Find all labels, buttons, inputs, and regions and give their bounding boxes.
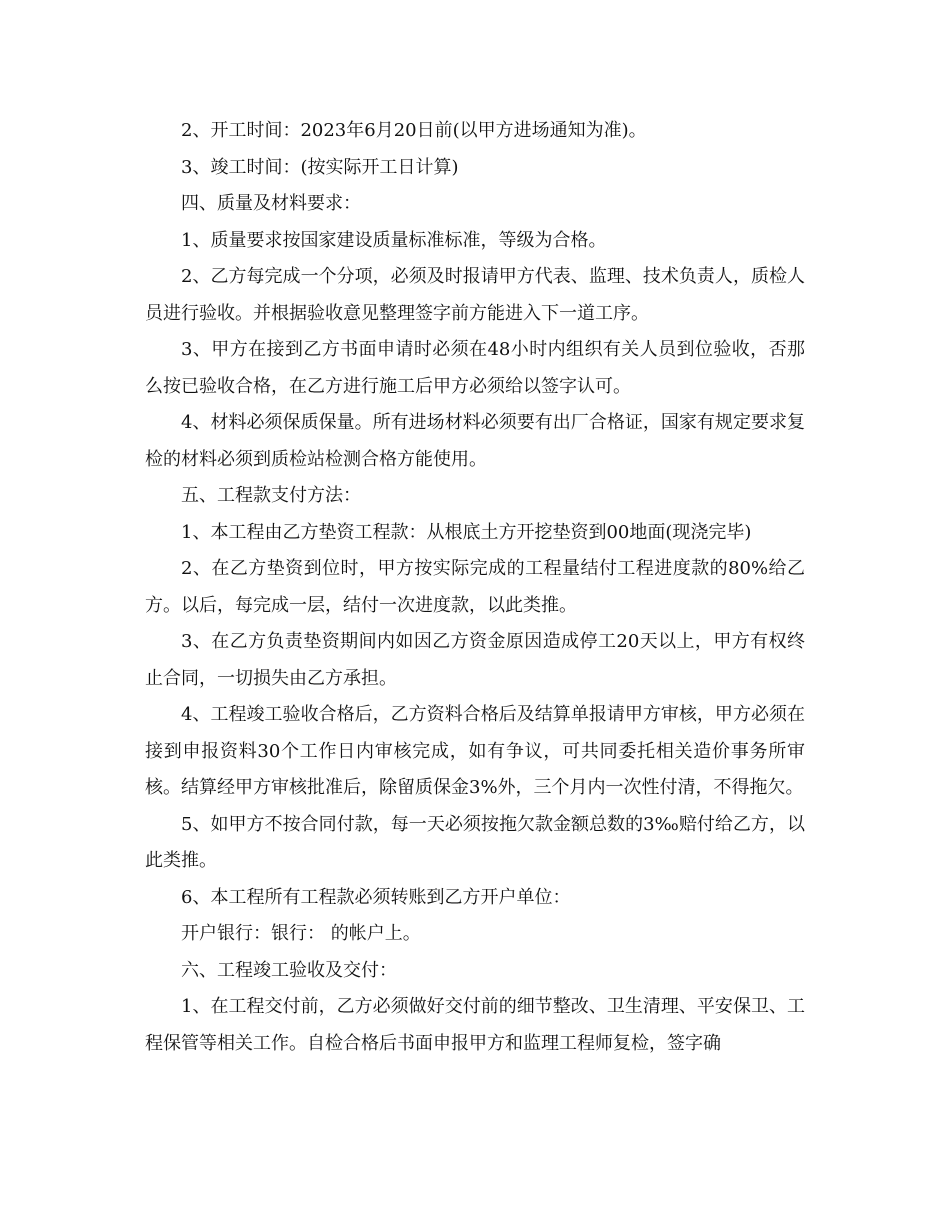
clause-pre-delivery-work: 1、在工程交付前，乙方必须做好交付前的细节整改、卫生清理、平安保卫、工程保管等相关工作。自检合格后书面申报甲方和监理工程师复检，签字确 <box>145 996 805 1054</box>
clause-transfer-account: 6、本工程所有工程款必须转账到乙方开户单位： <box>181 886 571 908</box>
document-body <box>145 113 805 1062</box>
clause-quality-standard: 1、质量要求按国家建设质量标准标准，等级为合格。 <box>181 229 607 251</box>
clause-late-payment-penalty: 5、如甲方不按合同付款，每一天必须按拖欠款金额总数的3‰赔付给乙方，以此类推。 <box>145 813 805 871</box>
clause-progress-payment: 2、在乙方垫资到位时，甲方按实际完成的工程量结付工程进度款的80%给乙方。以后，每完成一层，结付一次进度款，以此类推。 <box>145 558 805 616</box>
clause-final-settlement: 4、工程竣工验收合格后，乙方资料合格后及结算单报请甲方审核，甲方必须在接到申报资料30个工作日内审核完成，如有争议，可共同委托相关造价事务所审核。结算经甲方审核批准后，除留质保金3%外，三个月内一次性付清，不得拖欠。 <box>145 704 805 798</box>
section-heading-payment-method: 五、工程款支付方法： <box>181 485 361 506</box>
clause-completion-date: 3、竣工时间：(按实际开工日计算) <box>181 156 459 178</box>
clause-work-stoppage: 3、在乙方负责垫资期间内如因乙方资金原因造成停工20天以上，甲方有权终止合同，一切损失由乙方承担。 <box>145 631 805 689</box>
clause-start-date: 2、开工时间：2023年6月20日前(以甲方进场通知为准)。 <box>181 120 647 141</box>
clause-advance-funding: 1、本工程由乙方垫资工程款：从根底土方开挖垫资到00地面(现浇完毕) <box>181 521 752 543</box>
section-heading-completion-acceptance: 六、工程竣工验收及交付： <box>181 959 397 981</box>
clause-material-quality: 4、材料必须保质保量。所有进场材料必须要有出厂合格证，国家有规定要求复检的材料必须到质检站检测合格方能使用。 <box>145 412 805 470</box>
clause-48-hour-acceptance: 3、甲方在接到乙方书面申请时必须在48小时内组织有关人员到位验收，否那么按已验收合格，在乙方进行施工后甲方必须给以签字认可。 <box>145 339 805 397</box>
section-heading-quality-materials: 四、质量及材料要求： <box>181 193 361 214</box>
clause-subproject-inspection: 2、乙方每完成一个分项，必须及时报请甲方代表、监理、技术负责人，质检人员进行验收。并根据验收意见整理签字前方能进入下一道工序。 <box>145 266 805 324</box>
bank-account-info: 开户银行：银行： 的帐户上。 <box>181 923 421 944</box>
